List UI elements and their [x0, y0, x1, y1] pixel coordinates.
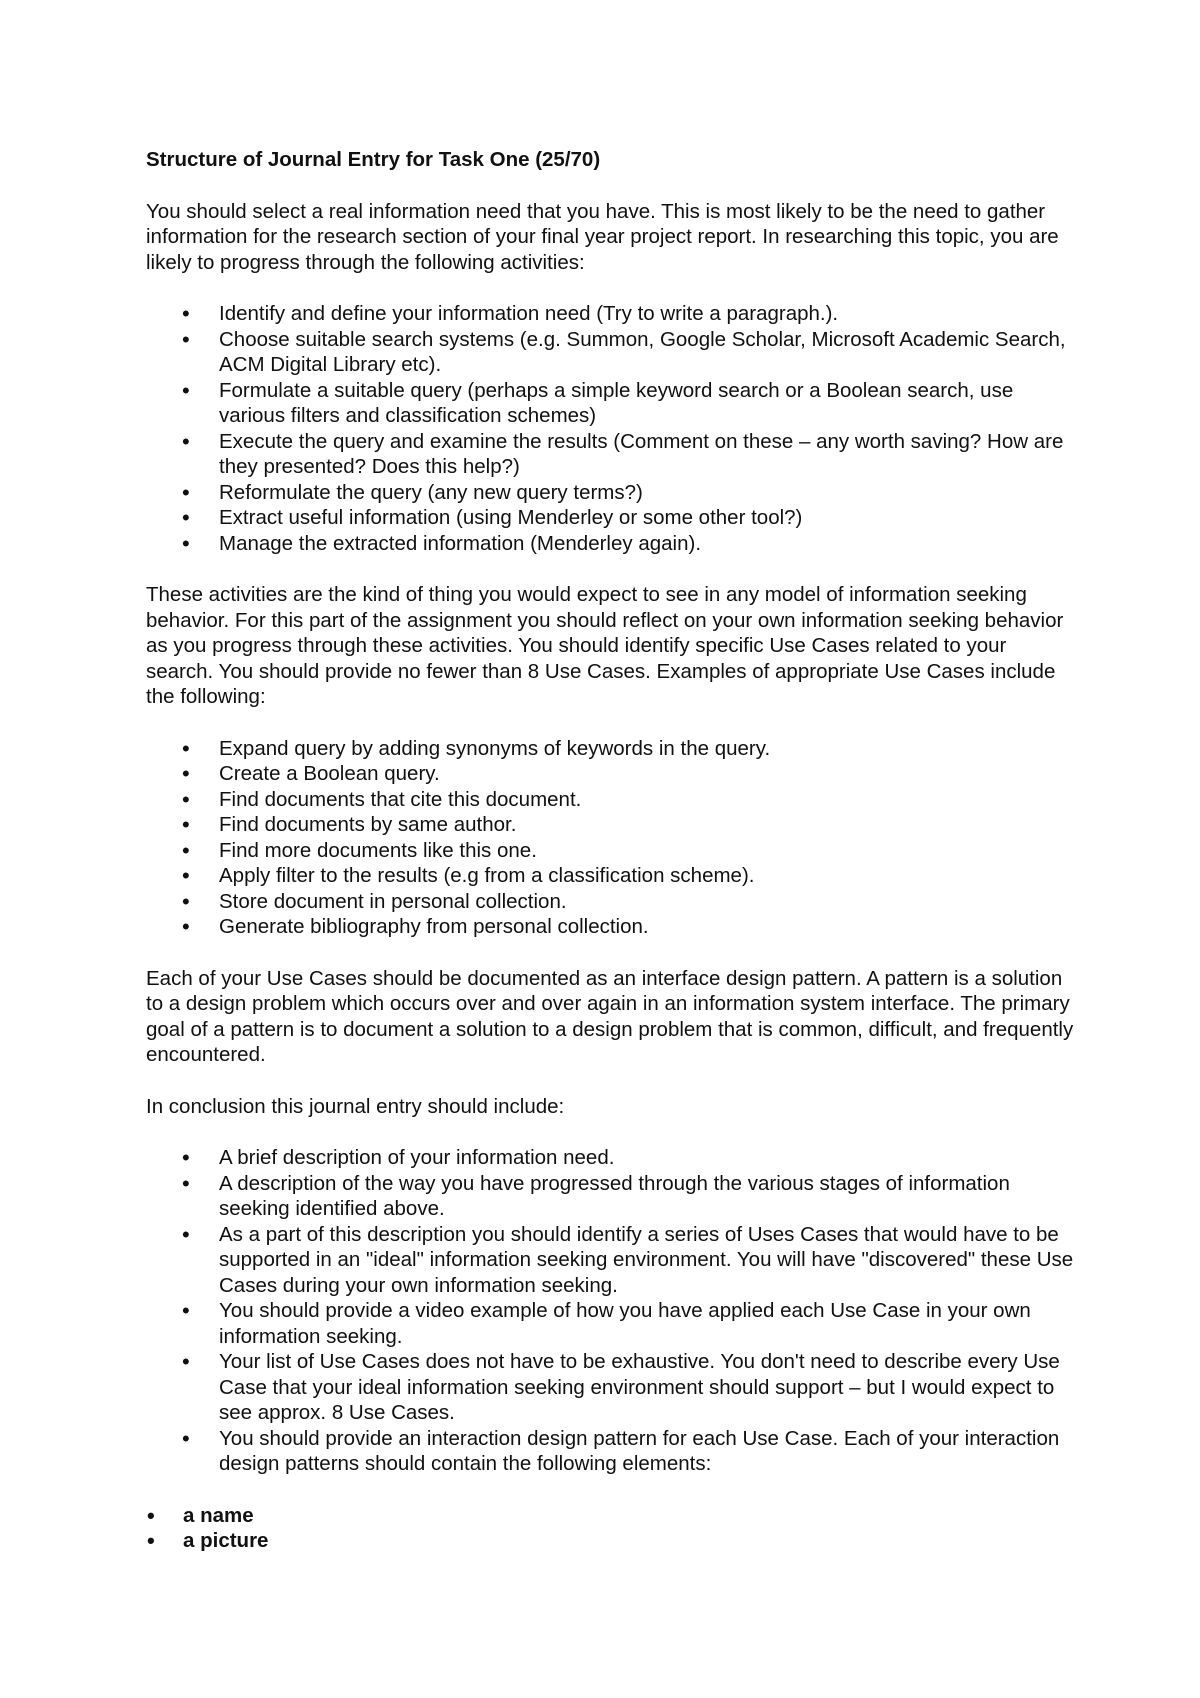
list-item: • Manage the extracted information (Menderley again). — [146, 531, 1076, 557]
list-item: • Choose suitable search systems (e.g. Summon, Google Scholar, Microsoft Academic Search, ACM Digital Library etc). — [146, 327, 1076, 378]
conclusion-intro: In conclusion this journal entry should include: — [146, 1094, 565, 1118]
list-item: • A description of the way you have progressed through the various stages of information seeking identified above. — [146, 1171, 1076, 1222]
list-item: • Generate bibliography from personal collection. — [146, 914, 1076, 940]
use-cases-list — [146, 736, 1076, 940]
list-item: • Your list of Use Cases does not have to be exhaustive. You don't need to describe every Use Case that your ideal information seeking environment should support – but I would expect to see approx. 8 Use Cases. — [146, 1349, 1076, 1426]
list-item: • Apply filter to the results (e.g from a classification scheme). — [146, 863, 1076, 889]
pattern-paragraph: Each of your Use Cases should be documented as an interface design pattern. A pattern is a solution to a design problem which occurs over and over again in an information system interface. The primary goal of a pattern is to document a solution to a design problem that is common, difficult, and frequently encountered. — [146, 966, 1074, 1066]
list-item: • a name — [146, 1503, 1076, 1529]
list-item: • Find documents that cite this document. — [146, 787, 1076, 813]
list-item: • Identify and define your information need (Try to write a paragraph.). — [146, 301, 1076, 327]
list-item: • Find documents by same author. — [146, 812, 1076, 838]
list-item: • Find more documents like this one. — [146, 838, 1076, 864]
list-item: • Reformulate the query (any new query terms?) — [146, 480, 1076, 506]
list-item: • Store document in personal collection. — [146, 889, 1076, 915]
intro-paragraph: You should select a real information need that you have. This is most likely to be the need to gather information for the research section of your final year project report. In researching this topic, you are likely to progress through the following activities: — [146, 199, 1059, 274]
list-item: • You should provide a video example of how you have applied each Use Case in your own information seeking. — [146, 1298, 1076, 1349]
list-item: • As a part of this description you should identify a series of Uses Cases that would have to be supported in an "ideal" information seeking environment. You will have "discovered" these Use Cases during your own information seeking. — [146, 1222, 1076, 1299]
list-item: • Create a Boolean query. — [146, 761, 1076, 787]
list-item: • Formulate a suitable query (perhaps a simple keyword search or a Boolean search, use various filters and classification schemes) — [146, 378, 1076, 429]
list-item: • Expand query by adding synonyms of keywords in the query. — [146, 736, 1076, 762]
list-item: • Extract useful information (using Menderley or some other tool?) — [146, 505, 1076, 531]
document-title: Structure of Journal Entry for Task One (25/70) — [146, 148, 601, 171]
conclusion-list — [146, 1145, 1076, 1477]
list-item: • a picture — [146, 1528, 1076, 1554]
pattern-elements-list — [146, 1503, 1076, 1554]
list-item: • You should provide an interaction design pattern for each Use Case. Each of your interaction design patterns should contain the following elements: — [146, 1426, 1076, 1477]
list-item: • A brief description of your information need. — [146, 1145, 1076, 1171]
activities-list — [146, 301, 1076, 556]
activities-paragraph: These activities are the kind of thing you would expect to see in any model of information seeking behavior. For this part of the assignment you should reflect on your own information seeking behavior as you progress through these activities. You should identify specific Use Cases related to your search. You should provide no fewer than 8 Use Cases. Examples of appropriate Use Cases include the following: — [146, 583, 1064, 708]
document-page — [146, 147, 1076, 1554]
list-item: • Execute the query and examine the results (Comment on these – any worth saving? How are they presented? Does this help?) — [146, 429, 1076, 480]
